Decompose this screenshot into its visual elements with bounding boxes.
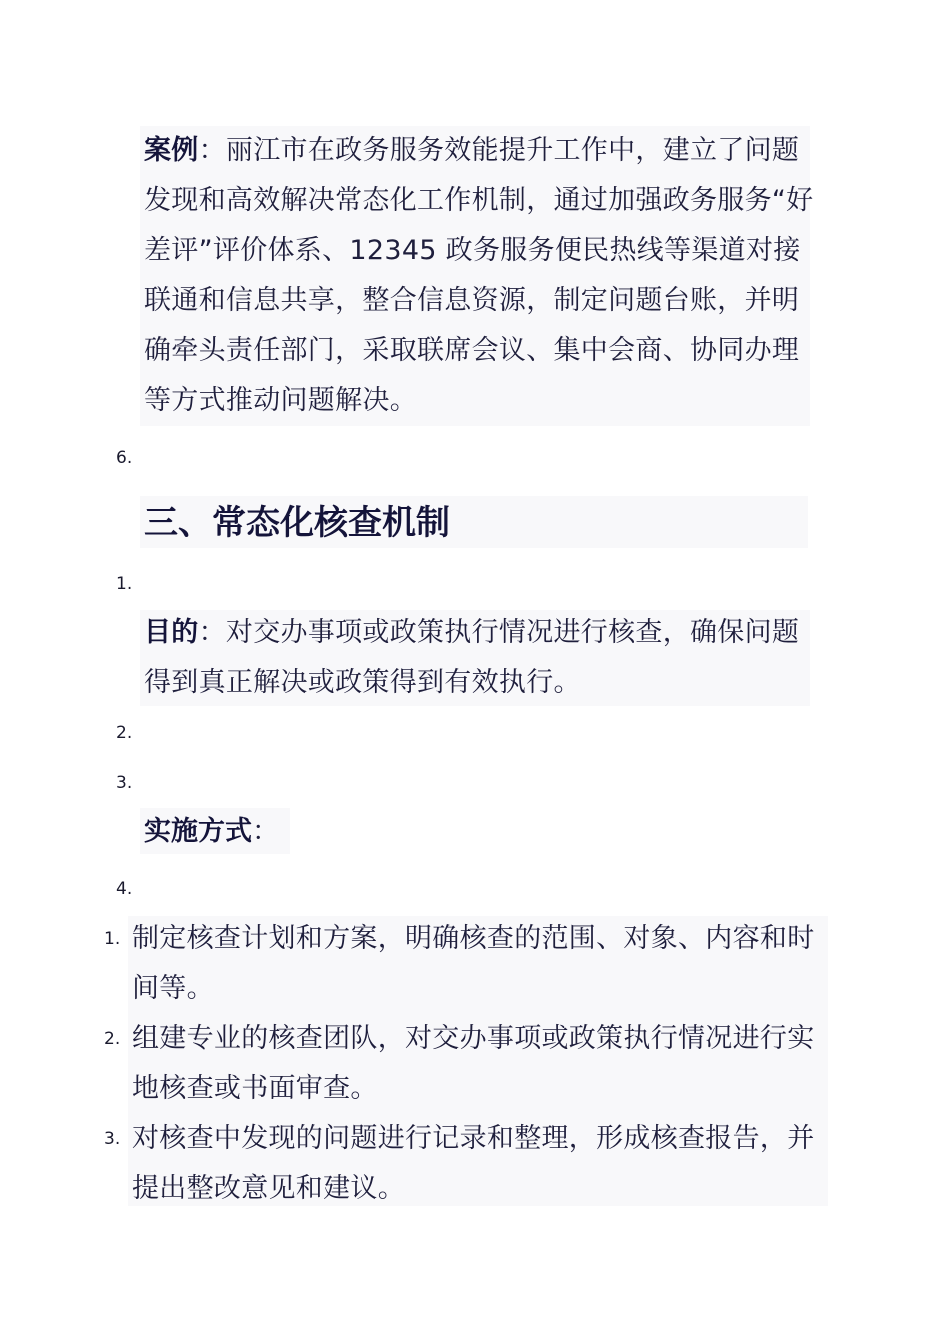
purpose-label: 目的 bbox=[144, 617, 199, 648]
list-number: 1. bbox=[116, 574, 133, 594]
case-text: ：丽江市在政务服务效能提升工作中，建立了问题发现和高效解决常态化工作机制，通过加强政务服务“好差评”评价体系、12345 政务服务便民热线等渠道对接联通和信息共享，整合信息资源，制定问题台账，并明确牵头责任部门，采取联席会议、集中会商、协同办理等方式推动问题解决。 bbox=[144, 135, 814, 416]
list-number: 6. bbox=[116, 448, 133, 468]
list-item-text: 组建专业的核查团队，对交办事项或政策执行情况进行实地核查或书面审查。 bbox=[132, 1023, 815, 1104]
list-item-text: 制定核查计划和方案，明确核查的范围、对象、内容和时间等。 bbox=[132, 923, 815, 1004]
list-item-marker: 2. bbox=[104, 1029, 121, 1049]
method-label-line bbox=[144, 810, 279, 854]
list-number: 3. bbox=[116, 773, 133, 793]
section-heading: 三、常态化核查机制 bbox=[144, 503, 450, 543]
list-item bbox=[104, 1114, 824, 1214]
list-item-marker: 1. bbox=[104, 929, 121, 949]
purpose-paragraph bbox=[144, 608, 814, 708]
list-item bbox=[104, 1014, 824, 1114]
list-number: 2. bbox=[116, 723, 133, 743]
list-item bbox=[104, 914, 824, 1014]
case-label: 案例 bbox=[144, 135, 199, 166]
purpose-text: ：对交办事项或政策执行情况进行核查，确保问题得到真正解决或政策得到有效执行。 bbox=[144, 617, 800, 698]
method-colon: ： bbox=[252, 816, 279, 847]
case-paragraph bbox=[144, 126, 814, 426]
method-label: 实施方式 bbox=[144, 816, 252, 847]
list-number: 4. bbox=[116, 879, 133, 899]
list-item-text: 对核查中发现的问题进行记录和整理，形成核查报告，并提出整改意见和建议。 bbox=[132, 1123, 815, 1204]
list-item-marker: 3. bbox=[104, 1129, 121, 1149]
